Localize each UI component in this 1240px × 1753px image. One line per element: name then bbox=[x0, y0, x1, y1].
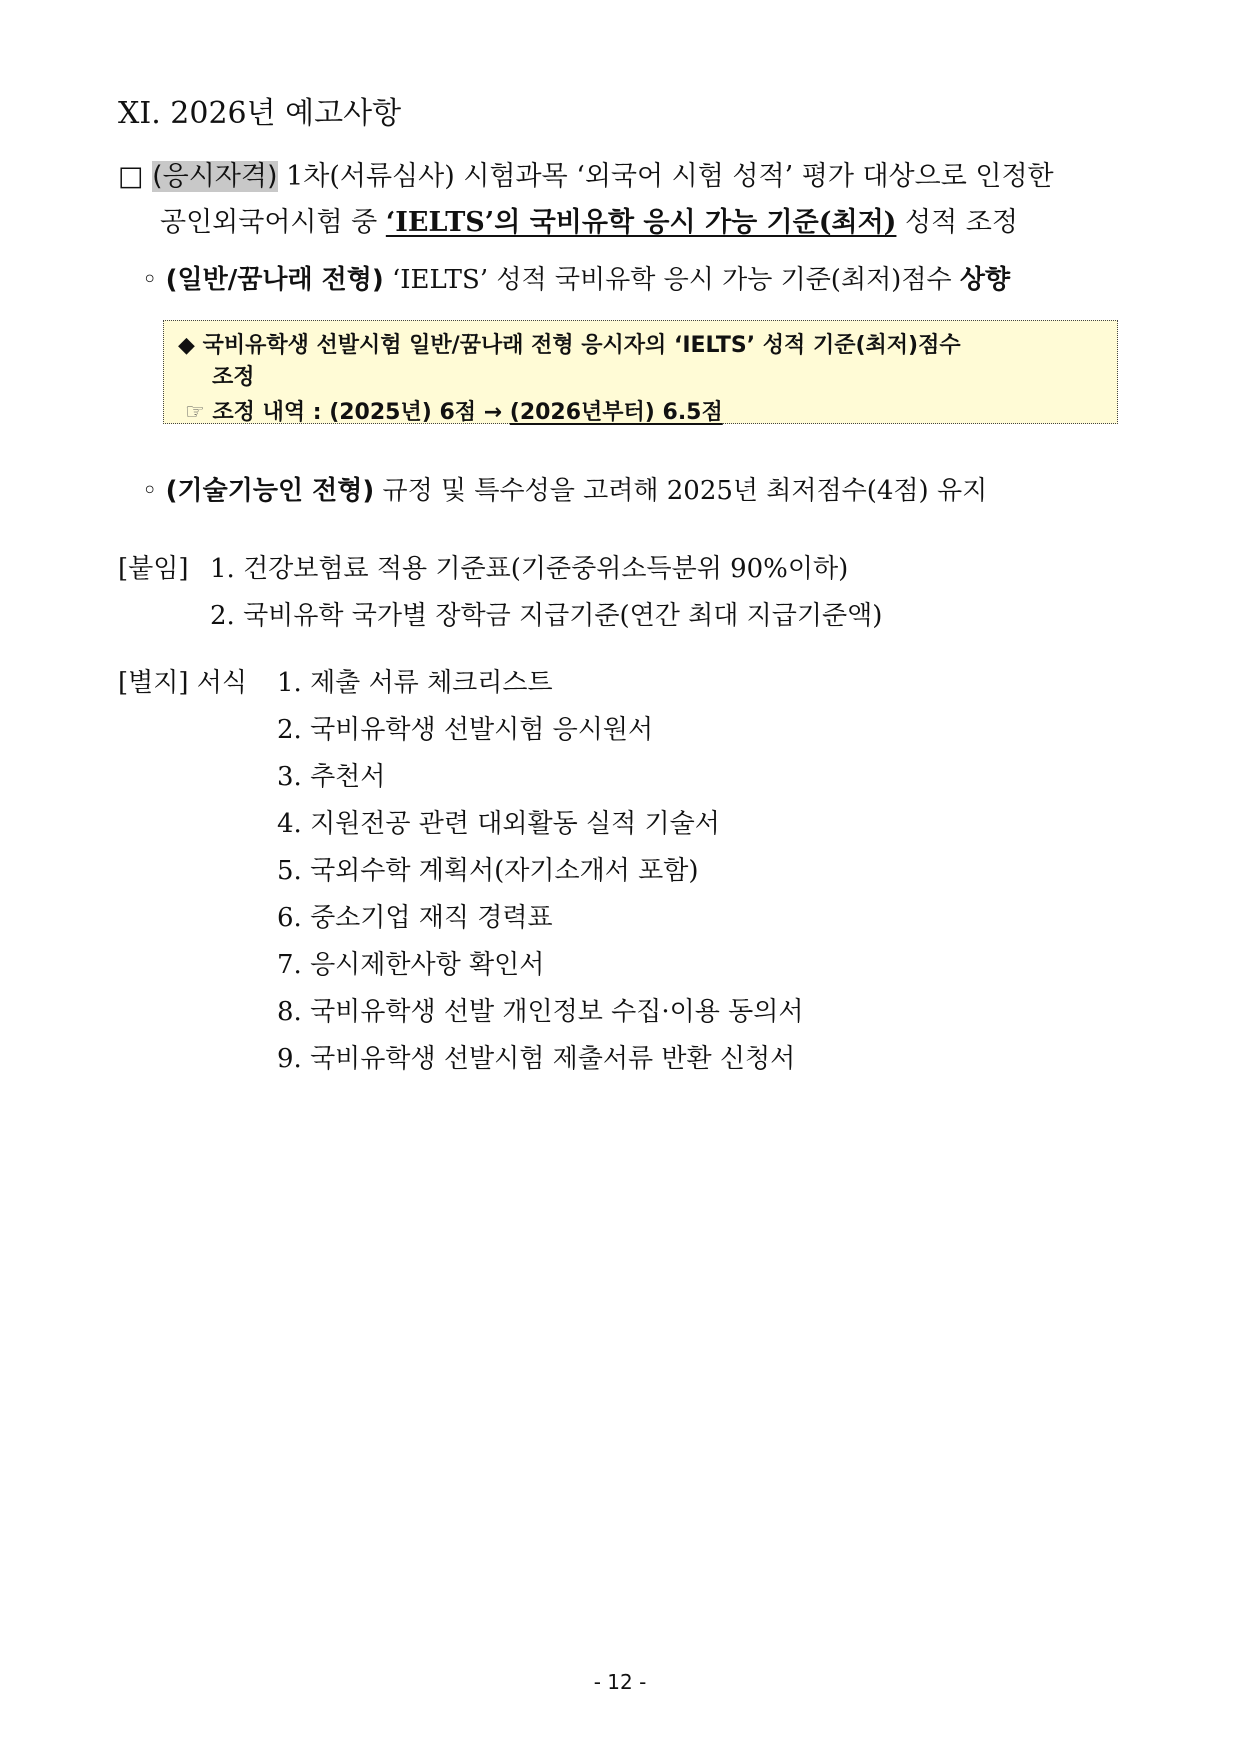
sub-general-text: ‘IELTS’ 성적 국비유학 응시 가능 기준(최저)점수 bbox=[383, 265, 960, 295]
notice-line-3 bbox=[185, 395, 723, 426]
pointing-hand-icon: ☞ bbox=[185, 400, 205, 425]
item-line-2 bbox=[160, 200, 1018, 239]
forms-label: [별지] 서식 bbox=[118, 668, 248, 698]
notice-line-3-prefix: 조정 내역 : (2025년) 6점 → bbox=[212, 400, 510, 425]
form-item: 2. 국비유학생 선발시험 응시원서 bbox=[277, 715, 654, 745]
form-item: 6. 중소기업 재직 경력표 bbox=[277, 903, 553, 933]
section-title: XI. 2026년 예고사항 bbox=[118, 96, 402, 131]
checkbox-bullet: □ bbox=[118, 161, 144, 192]
sub-item-general bbox=[142, 259, 1010, 296]
sub-bullet: ◦ bbox=[142, 476, 158, 506]
form-item: 4. 지원전공 관련 대외활동 실적 기술서 bbox=[277, 809, 720, 839]
item-line-2-suffix: 성적 조정 bbox=[896, 207, 1018, 238]
page-number: - 12 - bbox=[593, 1670, 647, 1694]
form-item: 9. 국비유학생 선발시험 제출서류 반환 신청서 bbox=[277, 1044, 796, 1074]
sub-general-label: (일반/꿈나래 전형) bbox=[165, 265, 384, 295]
item-line-2-prefix: 공인외국어시험 중 bbox=[160, 207, 386, 238]
notice-line-1 bbox=[178, 328, 961, 359]
notice-line-1-text: 국비유학생 선발시험 일반/꿈나래 전형 응시자의 ‘IELTS’ 성적 기준(최저)점수 bbox=[202, 333, 961, 358]
sub-bullet: ◦ bbox=[142, 265, 158, 295]
attachment-item: 1. 건강보험료 적용 기준표(기준중위소득분위 90%이하) bbox=[210, 554, 849, 584]
item-line-2-underlined: ‘IELTS’의 국비유학 응시 가능 기준(최저) bbox=[385, 207, 897, 238]
form-item: 7. 응시제한사항 확인서 bbox=[277, 950, 545, 980]
notice-line-3-underlined: (2026년부터) 6.5점 bbox=[509, 400, 723, 425]
item-tag: (응시자격) bbox=[152, 161, 278, 192]
attachments-label: [붙임] bbox=[118, 554, 189, 584]
form-item: 1. 제출 서류 체크리스트 bbox=[277, 668, 553, 698]
sub-general-emphasis: 상향 bbox=[959, 265, 1011, 295]
form-item: 3. 추천서 bbox=[277, 762, 386, 792]
item-line-1 bbox=[118, 154, 1054, 193]
form-item: 8. 국비유학생 선발 개인정보 수집·이용 동의서 bbox=[277, 997, 804, 1027]
sub-tech-text: 규정 및 특수성을 고려해 2025년 최저점수(4점) 유지 bbox=[374, 476, 988, 506]
form-item: 5. 국외수학 계획서(자기소개서 포함) bbox=[277, 856, 699, 886]
attachment-item: 2. 국비유학 국가별 장학금 지급기준(연간 최대 지급기준액) bbox=[210, 601, 883, 631]
item-line-1-text: 1차(서류심사) 시험과목 ‘외국어 시험 성적’ 평가 대상으로 인정한 bbox=[277, 161, 1054, 192]
sub-item-tech bbox=[142, 470, 987, 507]
sub-tech-label: (기술기능인 전형) bbox=[165, 476, 375, 506]
diamond-icon: ◆ bbox=[178, 333, 195, 358]
notice-line-2: 조정 bbox=[212, 365, 255, 390]
